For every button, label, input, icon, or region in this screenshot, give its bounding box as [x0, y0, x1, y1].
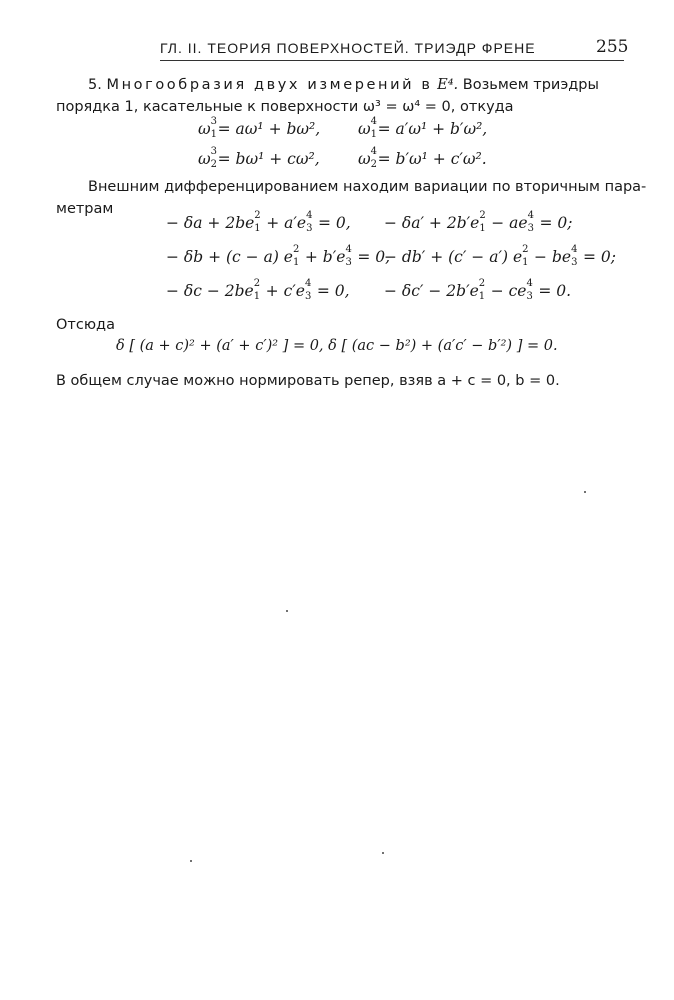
paragraph-variations: Внешним дифференцированием находим вариации по вторичным пара- метрам: [56, 179, 647, 217]
paragraph-normalization: В общем случае можно нормировать репер, взяв a + c = 0, b = 0.: [56, 373, 560, 389]
scan-speck: [190, 860, 192, 862]
equation-omega13: ω 3 1 = aω¹ + bω²,: [198, 116, 321, 140]
variation-eq-c: − δc − 2be 2 1 + c′e 4 3 = 0,: [166, 278, 350, 302]
section-number: 5.: [88, 77, 102, 93]
page-number: 255: [596, 37, 629, 57]
space-symbol: E⁴.: [437, 77, 459, 93]
variation-eq-b-prime: − db′ + (c′ − a′) e 2 1 − be 4 3 = 0;: [384, 244, 616, 268]
intro-rest: Возьмем триэдры: [462, 77, 599, 93]
variation-eq-a: − δa + 2be 2 1 + a′e 4 3 = 0,: [166, 210, 351, 234]
variation-eq-b: − δb + (c − a) e 2 1 + b′e 4 3 = 0,: [166, 244, 391, 268]
paragraph-hence: Отсюда: [56, 317, 115, 333]
running-title: ГЛ. II. ТЕОРИЯ ПОВЕРХНОСТЕЙ. ТРИЭДР ФРЕНЕ: [160, 40, 536, 56]
equation-omega24: ω 4 2 = b′ω¹ + c′ω².: [358, 146, 487, 170]
equation-omega23: ω 3 2 = bω¹ + cω²,: [198, 146, 320, 170]
equation-omega14: ω 4 1 = a′ω¹ + b′ω²,: [358, 116, 488, 140]
intro-line-2: порядка 1, касательные к поверхности ω³ = ω⁴ = 0, откуда: [56, 99, 514, 115]
header-rule: [160, 60, 624, 61]
variation-eq-c-prime: − δc′ − 2b′e 2 1 − ce 4 3 = 0.: [384, 278, 572, 302]
section-title: Многообразия двух измерений в: [106, 77, 433, 93]
scan-speck: [382, 852, 384, 854]
scan-speck: [286, 610, 288, 612]
invariant-equations: δ [ (a + c)² + (a′ + c′)² ] = 0, δ [ (ac − b²) + (a′c′ − b′²) ] = 0.: [116, 338, 558, 354]
scan-speck: [584, 491, 586, 493]
running-header: [160, 37, 629, 62]
section-intro: [56, 74, 628, 118]
variation-eq-a-prime: − δa′ + 2b′e 2 1 − ae 4 3 = 0;: [384, 210, 573, 234]
